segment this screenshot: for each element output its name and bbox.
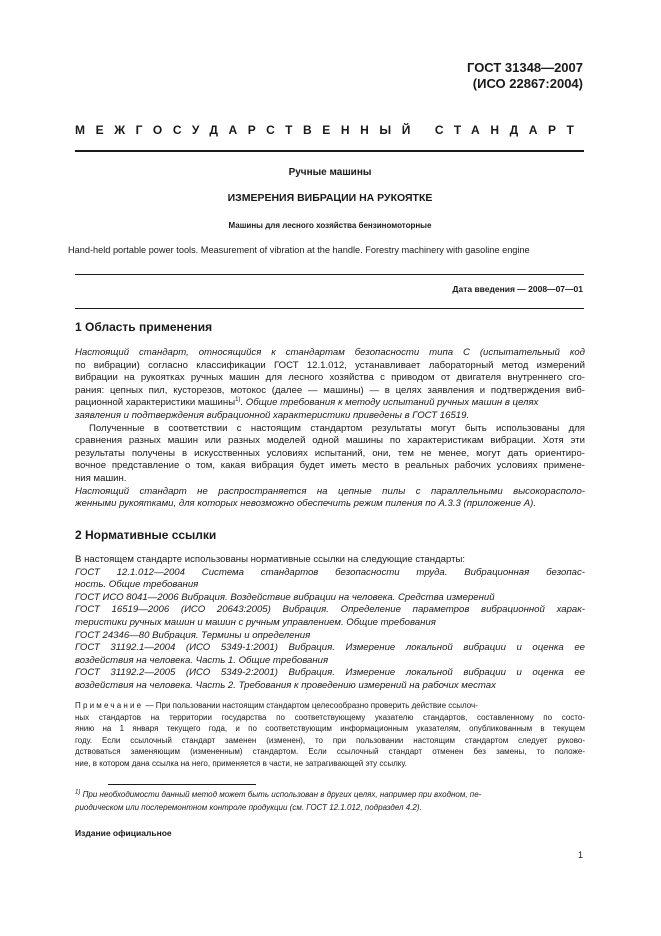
paragraph-line: Настоящий стандарт не распространяется на цепные пилы с параллельными высокорасполо- bbox=[75, 485, 585, 497]
reference-line: ГОСТ 31192.2—2005 (ИСО 5349-2:2001) Вибрация. Измерение локальной вибрации и оценка ее bbox=[75, 667, 585, 679]
section-heading-scope: 1 Область применения bbox=[75, 320, 213, 334]
section-heading-references: 2 Нормативные ссылки bbox=[75, 528, 217, 542]
standard-code: ГОСТ 31348—2007 bbox=[467, 60, 583, 75]
paragraph-line: вочное представление о том, какая вибрация будет иметь место в реальных рабочих условиях примене- bbox=[75, 460, 585, 472]
footnote-ref[interactable]: 1) bbox=[235, 397, 241, 404]
reference-line: ГОСТ 16519—2006 (ИСО 20643:2005) Вибрация. Определение параметров вибрационной харак- bbox=[75, 604, 585, 616]
line-text: . Общие требования к методу испытаний ручных машин в целях bbox=[240, 397, 539, 409]
paragraph-line: по вибрации) согласно классификации ГОСТ 12.1.012, устанавливает лабораторный метод измерений bbox=[75, 359, 585, 371]
paragraph-line: ния машин. bbox=[75, 472, 127, 484]
line-text: При необходимости данный метод может быть использован в других целях, например при входном, пе- bbox=[80, 790, 482, 799]
reference-line: теристики ручных машин и машин с ручным управлением. Общие требования bbox=[75, 616, 436, 628]
footnote-line bbox=[75, 788, 585, 801]
official-edition-label: Издание официальное bbox=[75, 828, 172, 838]
footnote-divider bbox=[108, 784, 256, 785]
note-label: Примечание bbox=[75, 701, 144, 710]
title-divider-bottom bbox=[75, 308, 584, 309]
note-line: дствоваться заменяющим (измененным) стандартом. Если ссылочный стандарт отменен без замены, то положе- bbox=[75, 747, 585, 756]
header-divider bbox=[75, 150, 584, 152]
english-title: Hand-held portable power tools. Measurement of vibration at the handle. Forestry machinery with gasoline engine bbox=[68, 245, 530, 255]
paragraph-line: сравнения разных машин или разных моделей одной машины по характеристикам вибрации. Хотя эти bbox=[75, 435, 585, 447]
section-scope-body bbox=[75, 347, 585, 511]
reference-line: воздействия на человека. Часть 2. Требования к проведению измерений на рабочих местах bbox=[75, 679, 496, 691]
line-text: рационной характеристики машины bbox=[75, 397, 236, 409]
note-block bbox=[75, 700, 585, 769]
reference-line: ность. Общие требования bbox=[75, 579, 199, 591]
note-line bbox=[75, 700, 585, 712]
note-line: янию на 1 января текущего года, и по соответствующим информационным указателям, опубликованным в текущем bbox=[75, 724, 585, 733]
footnote bbox=[75, 788, 585, 814]
section-references-body bbox=[75, 554, 585, 693]
reference-line: воздействия на человека. Часть 1. Общие требования bbox=[75, 654, 329, 666]
reference-line: ГОСТ 12.1.012—2004 Система стандартов безопасности труда. Вибрационная безопас- bbox=[75, 566, 585, 578]
reference-line: ГОСТ 31192.1—2004 (ИСО 5349-1:2001) Вибрация. Измерение локальной вибрации и оценка ее bbox=[75, 642, 585, 654]
paragraph-line: Полученные в соответствии с настоящим стандартом результаты могут быть использованы для bbox=[89, 422, 585, 434]
paragraph-line: В настоящем стандарте использованы нормативные ссылки на следующие стандарты: bbox=[75, 554, 466, 565]
sub-title: Машины для лесного хозяйства бензиномоторные bbox=[228, 221, 432, 230]
paragraph-line: результаты получены в искусственных условиях испытаний, они, тем не менее, могут дать ориентиро- bbox=[75, 447, 585, 459]
paragraph-line: заявления и подтверждения вибрационной характеристики приведены в ГОСТ 16519. bbox=[75, 409, 470, 421]
note-line: ние, в котором дана ссылка на него, применяется в части, не затрагивающей эту ссылку. bbox=[75, 758, 407, 768]
reference-line: ГОСТ 24346—80 Вибрация. Термины и определения bbox=[75, 629, 311, 641]
reference-line: ГОСТ ИСО 8041—2006 Вибрация. Воздействие вибрации на человека. Средства измерений bbox=[75, 591, 495, 603]
footnote-mark: 1) bbox=[75, 789, 81, 796]
interstate-standard-label: МЕЖГОСУДАРСТВЕННЫЙ СТАНДАРТ bbox=[75, 123, 585, 137]
paragraph-line: женными рукоятками, для которых невозможно обеспечить режим пиления по А.3.3 (приложение А). bbox=[75, 498, 537, 510]
note-line: году. Если ссылочный стандарт заменен (изменен), то при пользовании настоящим стандартом следует руково- bbox=[75, 735, 585, 745]
iso-equivalent: (ИСО 22867:2004) bbox=[472, 76, 583, 91]
paragraph-line bbox=[75, 397, 585, 410]
title-divider-top bbox=[75, 274, 584, 275]
footnote-line: риодическом или послеремонтном контроле продукции (см. ГОСТ 12.1.012, подраздел 4.2). bbox=[75, 803, 422, 812]
paragraph-line: вибрации на рукоятках ручных машин для лесного хозяйства с приводом от двигателя внутреннего сго- bbox=[75, 372, 585, 384]
main-title: ИЗМЕРЕНИЯ ВИБРАЦИИ НА РУКОЯТКЕ bbox=[227, 192, 433, 204]
paragraph-line: рания: цепных пил, кусторезов, мотокос (далее — машины) — в целях заявления и подтверждения виб- bbox=[75, 384, 585, 396]
line-text: — При пользовании настоящим стандартом целесообразно проверить действие ссылоч- bbox=[143, 701, 478, 710]
effective-date: Дата введения — 2008—07—01 bbox=[452, 284, 583, 294]
page-number: 1 bbox=[577, 850, 583, 860]
super-title: Ручные машины bbox=[288, 167, 372, 178]
paragraph-line: Настоящий стандарт, относящийся к стандартам безопасности типа С (испытательный код bbox=[75, 347, 585, 358]
note-line: ных стандартов на территории государства по соответствующему указателю стандартов, составленному по состо- bbox=[75, 712, 585, 722]
standard-header bbox=[467, 60, 583, 92]
